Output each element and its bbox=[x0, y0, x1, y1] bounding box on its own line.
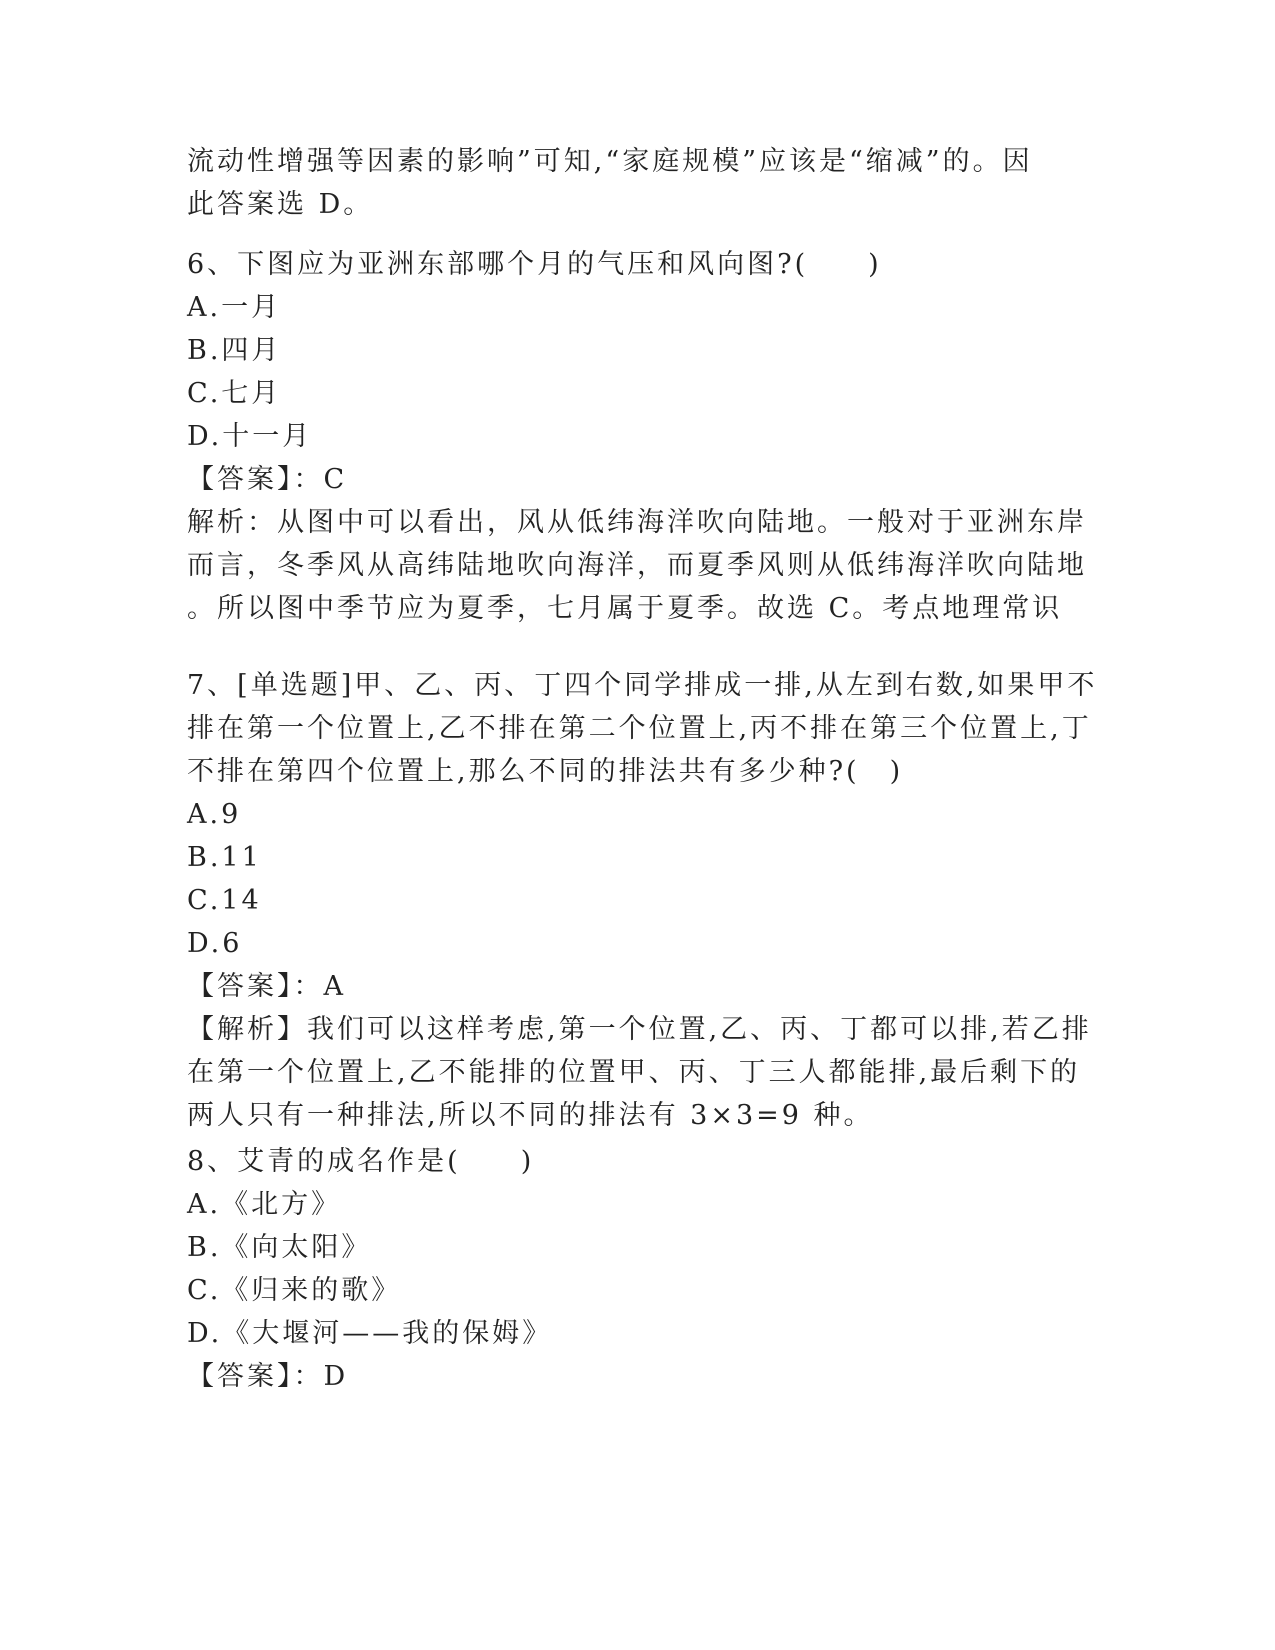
option-a: A.一月 bbox=[187, 292, 282, 323]
option-b: B.《向太阳》 bbox=[187, 1232, 372, 1263]
option-b: B.四月 bbox=[187, 335, 282, 366]
answer-value: D bbox=[323, 1361, 346, 1392]
answer-label: 【答案】： bbox=[187, 464, 324, 495]
analysis-line: 在第一个位置上,乙不能排的位置甲、丙、丁三人都能排,最后剩下的 bbox=[187, 1057, 1081, 1088]
question-stem: 不排在第四个位置上,那么不同的排法共有多少种?( ) bbox=[187, 756, 904, 787]
question-stem: 7、[单选题]甲、乙、丙、丁四个同学排成一排,从左到右数,如果甲不 bbox=[187, 670, 1098, 701]
question-7 bbox=[187, 664, 1098, 1137]
option-b: B.11 bbox=[187, 842, 262, 873]
option-d: D.十一月 bbox=[187, 421, 313, 452]
answer-line bbox=[187, 458, 1087, 501]
text-line: 此答案选 D。 bbox=[187, 189, 374, 220]
analysis-line: 两人只有一种排法,所以不同的排法有 3×3=9 种。 bbox=[187, 1100, 874, 1131]
analysis-line: 【解析】我们可以这样考虑,第一个位置,乙、丙、丁都可以排,若乙排 bbox=[187, 1014, 1092, 1045]
question-8 bbox=[187, 1140, 1087, 1398]
question-stem: 8、艾青的成名作是( ) bbox=[187, 1146, 535, 1177]
text-line: 流动性增强等因素的影响”可知,“家庭规模”应该是“缩减”的。因 bbox=[187, 146, 1033, 177]
option-d: D.《大堰河——我的保姆》 bbox=[187, 1318, 553, 1349]
answer-line bbox=[187, 965, 1087, 1008]
answer-line bbox=[187, 1355, 1087, 1398]
option-c: C.《归来的歌》 bbox=[187, 1275, 402, 1306]
option-c: C.14 bbox=[187, 885, 262, 916]
option-d: D.6 bbox=[187, 928, 243, 959]
analysis-line: 解析：从图中可以看出，风从低纬海洋吹向陆地。一般对于亚洲东岸 bbox=[187, 507, 1087, 538]
analysis-line: 而言，冬季风从高纬陆地吹向海洋，而夏季风则从低纬海洋吹向陆地 bbox=[187, 550, 1087, 581]
option-a: A.9 bbox=[187, 799, 242, 830]
option-a: A.《北方》 bbox=[187, 1189, 342, 1220]
answer-label: 【答案】： bbox=[187, 1361, 324, 1392]
answer-label: 【答案】： bbox=[187, 971, 324, 1002]
question-stem: 6、下图应为亚洲东部哪个月的气压和风向图?( ) bbox=[187, 249, 882, 280]
question-6 bbox=[187, 243, 1087, 630]
answer-value: A bbox=[323, 971, 343, 1002]
question-stem: 排在第一个位置上,乙不排在第二个位置上,丙不排在第三个位置上,丁 bbox=[187, 713, 1092, 744]
answer-value: C bbox=[323, 464, 345, 495]
prev-explanation bbox=[187, 140, 1087, 226]
option-c: C.七月 bbox=[187, 378, 282, 409]
analysis-line: 。所以图中季节应为夏季，七月属于夏季。故选 C。考点地理常识 bbox=[187, 593, 1063, 624]
